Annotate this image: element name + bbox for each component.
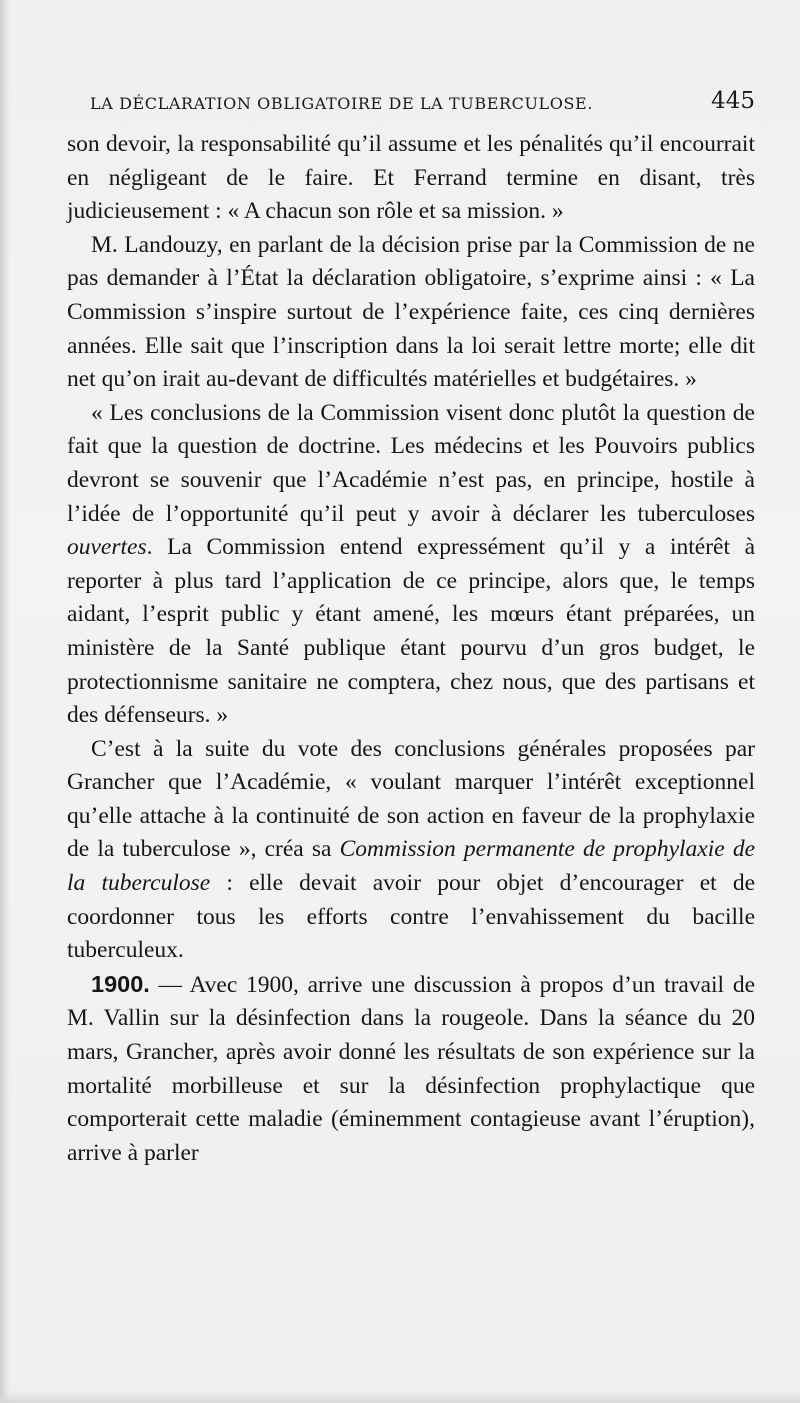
running-head: LA DÉCLARATION OBLIGATOIRE DE LA TUBERCULOSE.	[90, 94, 594, 113]
year-heading: 1900.	[91, 970, 150, 997]
page-number: 445	[711, 88, 755, 114]
paragraph-1	[67, 128, 755, 229]
paragraph-4-text-b: : elle devait avoir pour objet d’encourager et de coordonner tous les efforts contre l’envahissement du bacille tuberculeux.	[67, 870, 756, 964]
page-body	[67, 128, 755, 1170]
paragraph-3	[67, 397, 755, 733]
paragraph-3-text-a: « Les conclusions de la Commission visent donc plutôt la question de fait que la question de doctrine. Les médecins et les Pouvoirs publics devront se souvenir que l’Académie n’est pas, en principe, hostile à l’idée de l’opportunité qu’il peut y avoir à déclarer les tuberculoses	[67, 399, 755, 527]
paragraph-5	[67, 968, 755, 1171]
paragraph-4	[67, 733, 755, 968]
page-edge-shadow	[0, 0, 10, 1403]
paragraph-2	[67, 229, 755, 397]
paragraph-5-text: — Avec 1900, arrive une discussion à propos d’un travail de M. Vallin sur la désinfection dans la rougeole. Dans la séance du 20 mars, Grancher, après avoir donné les résultats de son expérience sur la mortalité morbilleuse et sur la désinfection prophylactique que comporterait cette maladie (éminemment contagieuse avant l’éruption), arrive à parler	[67, 971, 755, 1166]
paragraph-4-emphasis: Commission permanente de prophylaxie de la tuberculose	[67, 836, 755, 897]
paragraph-4-text-a: C’est à la suite du vote des conclusions générales proposées par Grancher que l’Académie, « voulant marquer l’intérêt exceptionnel qu’elle attache à la continuité de son action en faveur de la prophylaxie de la tuberculose », créa sa	[67, 735, 755, 863]
paragraph-3-emphasis: ouvertes	[67, 534, 147, 561]
paragraph-1-text: son devoir, la responsabilité qu’il assume et les pénalités qu’il encourrait en négligeant de le faire. Et Ferrand termine en disant, très judicieusement : « A chacun son rôle et sa mission. »	[67, 131, 755, 225]
paragraph-3-text-b: . La Commission entend expressément qu’il y a intérêt à reporter à plus tard l’application de ce principe, alors que, le temps aidant, l’esprit public y étant amené, les mœurs étant préparées, un ministère de la Santé publique étant pourvu d’un gros budget, le protectionnisme sanitaire ne comptera, chez nous, que des partisans et des défenseurs. »	[67, 534, 755, 729]
page-header	[90, 88, 755, 122]
paragraph-2-text: M. Landouzy, en parlant de la décision prise par la Commission de ne pas demander à l’État la déclaration obligatoire, s’exprime ainsi : « La Commission s’inspire surtout de l’expérience faite, ces cinq dernières années. Elle sait que l’inscription dans la loi serait lettre morte; elle dit net qu’on irait au-devant de difficultés matérielles et budgétaires. »	[67, 231, 755, 393]
page-bottom-shadow	[0, 1391, 800, 1403]
